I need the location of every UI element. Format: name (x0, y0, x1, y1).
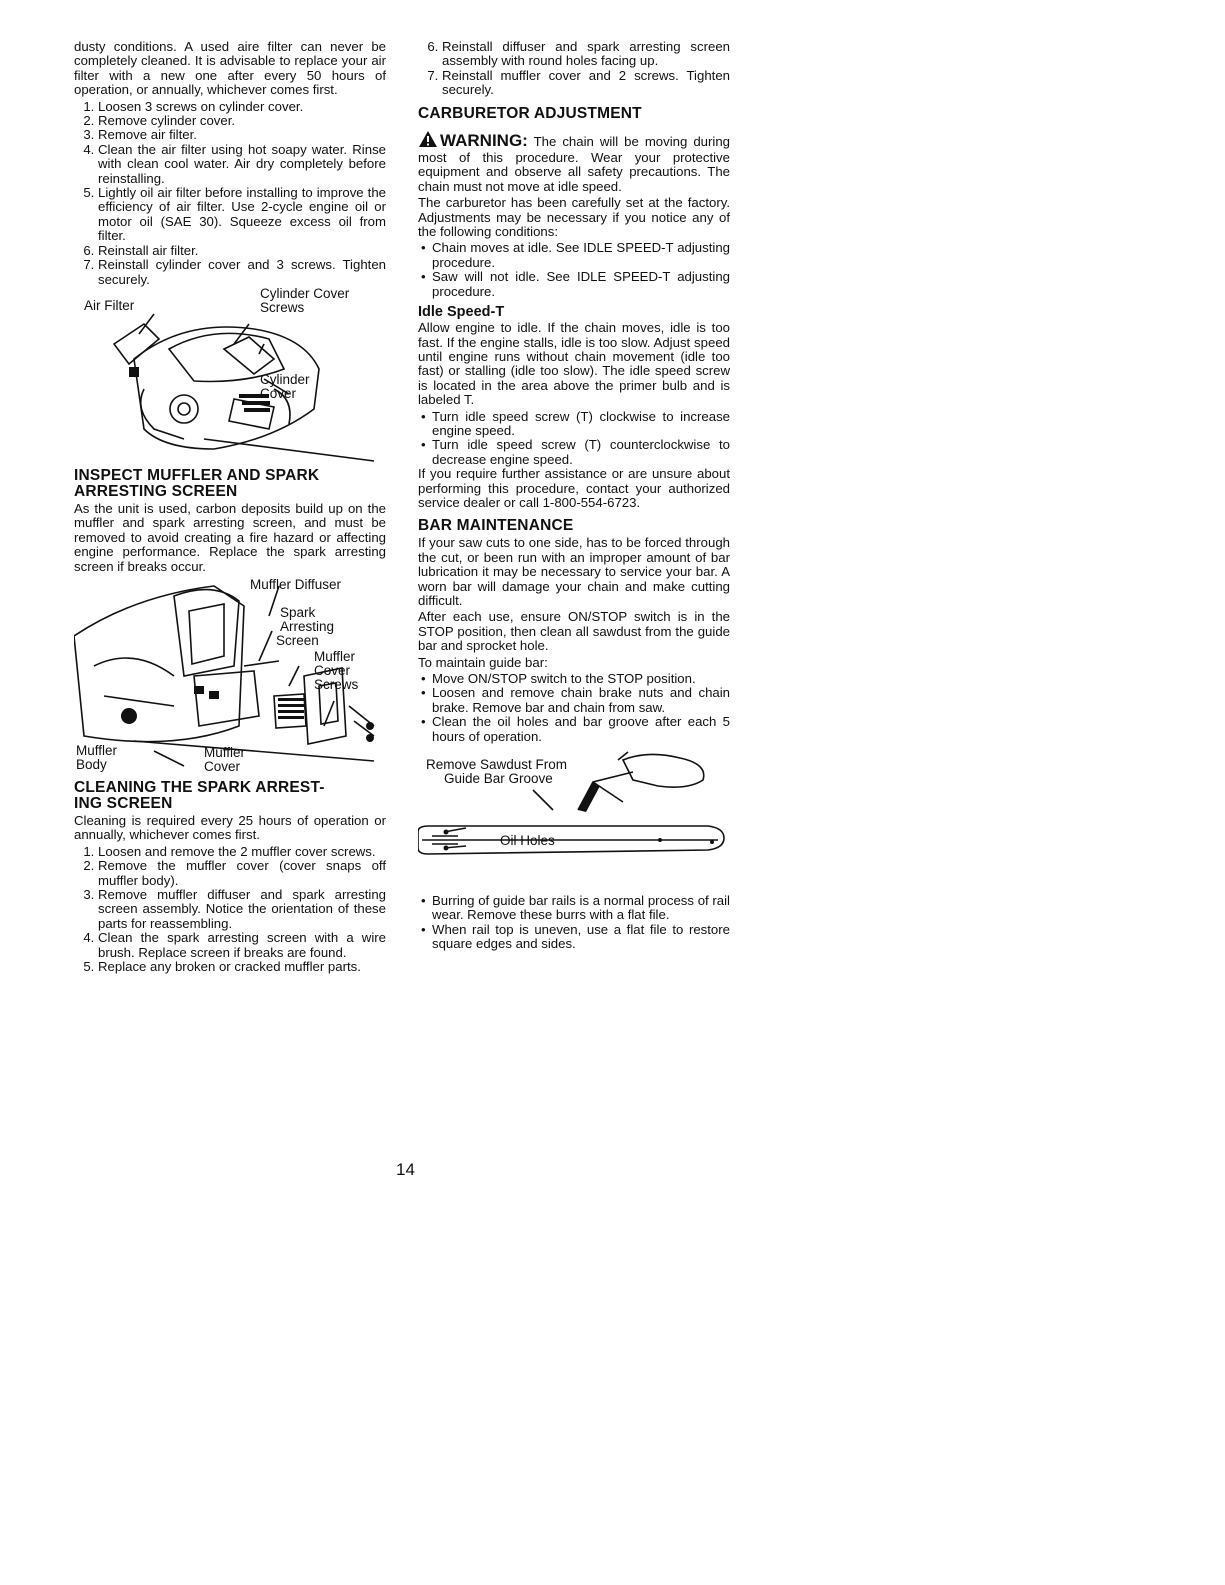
list-item: 1. Loosen 3 screws on cylinder cover. (98, 100, 386, 114)
bar-text-2: After each use, ensure ON/STOP switch is in the STOP position, then clean all sawdust from the guide bar and sprocket hole. (418, 609, 730, 654)
label-cylinder-cover-2: Cover (260, 385, 297, 401)
warning-word: WARNING: (440, 130, 528, 150)
carburetor-bullets (418, 241, 730, 299)
page-number: 14 (396, 1160, 415, 1179)
left-column (74, 40, 386, 974)
air-filter-steps (74, 100, 386, 287)
list-item: 2. Remove the muffler cover (cover snaps off muffler body). (98, 859, 386, 888)
label-remove-sawdust-2: Guide Bar Groove (444, 771, 553, 787)
bar-text-3: To maintain guide bar: (418, 654, 548, 670)
label-arresting: Arresting (280, 618, 335, 634)
idle-speed-bullets (418, 410, 730, 468)
list-item: 7. Reinstall muffler cover and 2 screws. Tighten securely. (442, 69, 730, 98)
list-item: 6. Reinstall air filter. (98, 244, 386, 258)
muffler-figure (74, 576, 386, 776)
label-muffler-cover-2: Cover (204, 758, 241, 774)
air-filter-intro: dusty conditions. A used aire filter can never be completely cleaned. It is advisable to replace your air filter with a new one after every 50 hours of operation, or annually, whichever comes first. (74, 39, 386, 98)
list-item: • Turn idle speed screw (T) clockwise to increase engine speed. (432, 410, 730, 439)
label-cover: Cover (314, 662, 351, 678)
list-item: • Saw will not idle. See IDLE SPEED-T adjusting procedure. (432, 270, 730, 299)
bar-text-1: If your saw cuts to one side, has to be forced through the cut, or been run with an improper amount of bar lubrication it may be necessary to service your bar. A worn bar will damage your chain and make cutting difficult. (418, 535, 730, 608)
list-item: • Burring of guide bar rails is a normal process of rail wear. Remove these burrs with a flat file. (432, 894, 730, 923)
list-item: 4. Clean the air filter using hot soapy water. Rinse with clean cool water. Air dry completely before reinstalling. (98, 143, 386, 186)
right-column (418, 40, 730, 952)
list-item: 5. Replace any broken or cracked muffler parts. (98, 960, 386, 974)
label-screen: Screen (276, 632, 319, 648)
idle-speed-heading: Idle Speed-T (418, 304, 505, 321)
chainsaw-air-filter-illustration (74, 285, 386, 464)
assistance-text: If you require further assistance or are unsure about performing this procedure, contact your authorized service dealer or call 1-800-554-6723. (418, 466, 730, 510)
label-oil-holes: Oil Holes (500, 833, 555, 849)
list-item: 5. Lightly oil air filter before installing to improve the efficiency of air filter. Use 2-cycle engine oil or motor oil (SAE 30). Squeeze excess oil from filter. (98, 186, 386, 244)
list-item: 3. Remove muffler diffuser and spark arresting screen assembly. Notice the orientation of these parts for reassembling. (98, 888, 386, 931)
list-item: 7. Reinstall cylinder cover and 3 screws. Tighten securely. (98, 258, 386, 287)
label-air-filter: Air Filter (84, 297, 135, 313)
idle-speed-text: Allow engine to idle. If the chain moves, idle is too fast. If the engine stalls, idle is too slow. Adjust speed until engine runs without chain movement (idle too fast) or stalling (idle too slow). The idle speed screw is located in the area above the primer bulb and is labeled T. (418, 320, 730, 408)
label-muffler-body-2: Body (76, 756, 107, 772)
muffler-heading: INSPECT MUFFLER AND SPARK ARRESTING SCREEN (74, 466, 320, 500)
label-cylinder-cover-screws-1: Cylinder Cover (260, 285, 350, 301)
list-item: • Loosen and remove chain brake nuts and chain brake. Remove bar and chain from saw. (432, 686, 730, 715)
list-item: 2. Remove cylinder cover. (98, 114, 386, 128)
label-muffler-cover-1: Muffler (204, 744, 246, 760)
bar-bullets-2 (418, 894, 730, 952)
list-item: • Turn idle speed screw (T) counterclockwise to decrease engine speed. (432, 438, 730, 467)
warning-block (418, 130, 730, 195)
label-spark: Spark (280, 604, 316, 620)
bar-maintenance-heading: BAR MAINTENANCE (418, 517, 574, 535)
label-cylinder-cover-1: Cylinder (260, 371, 310, 387)
list-item: • Move ON/STOP switch to the STOP position. (432, 672, 730, 686)
label-muffler-diffuser: Muffler Diffuser (250, 576, 342, 592)
label-remove-sawdust-1: Remove Sawdust From (426, 757, 568, 773)
reinstall-steps (418, 40, 730, 98)
label-cylinder-cover-screws-2: Screws (260, 299, 305, 315)
bar-bullets (418, 672, 730, 744)
list-item: 1. Loosen and remove the 2 muffler cover screws. (98, 845, 386, 859)
label-muffler: Muffler (314, 648, 356, 664)
warning-triangle-icon (418, 130, 438, 151)
air-filter-figure (74, 285, 386, 464)
muffler-text: As the unit is used, carbon deposits build up on the muffler and spark arresting screen, and must be removed to avoid creating a fire hazard or affecting engine performance. Replace the spark arresting screen if breaks occur. (74, 500, 386, 574)
list-item: • Chain moves at idle. See IDLE SPEED-T adjusting procedure. (432, 241, 730, 270)
cleaning-heading: CLEANING THE SPARK ARREST- ING SCREEN (74, 778, 325, 812)
cleaning-steps (74, 845, 386, 975)
carburetor-heading: CARBURETOR ADJUSTMENT (418, 104, 642, 122)
list-item: 3. Remove air filter. (98, 128, 386, 142)
list-item: 4. Clean the spark arresting screen with a wire brush. Replace screen if breaks are found. (98, 931, 386, 960)
label-screws: Screws (314, 676, 359, 692)
cleaning-text: Cleaning is required every 25 hours of operation or annually, whichever comes first. (74, 812, 386, 843)
list-item: • Clean the oil holes and bar groove after each 5 hours of operation. (432, 715, 730, 744)
list-item: 6. Reinstall diffuser and spark arresting screen assembly with round holes facing up. (442, 40, 730, 69)
carburetor-text: The carburetor has been carefully set at the factory. Adjustments may be necessary if you notice any of the following conditions: (418, 195, 730, 240)
label-muffler-body-1: Muffler (76, 742, 118, 758)
list-item: • When rail top is uneven, use a flat file to restore square edges and sides. (432, 923, 730, 952)
guide-bar-figure (418, 750, 730, 890)
warning-text: The chain will be moving during most of this procedure. Wear your protective equipment and observe all safety precautions. The chain must not move at idle speed. (418, 133, 730, 194)
